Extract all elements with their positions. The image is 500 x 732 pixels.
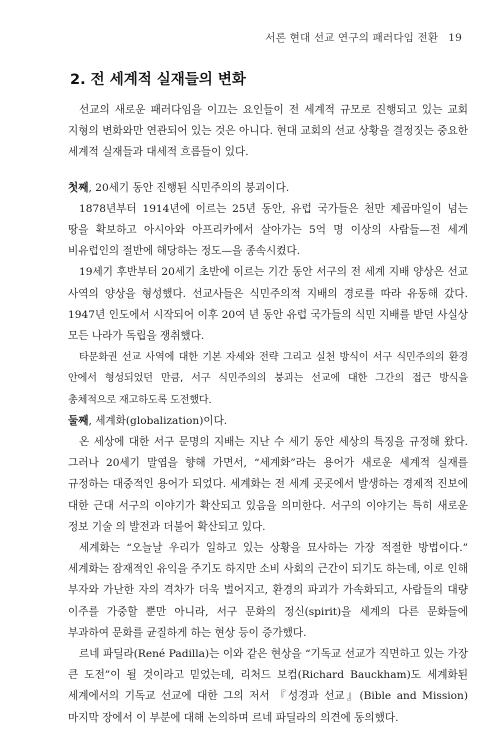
paragraph: 르네 파딜라(René Padilla)는 이와 같은 현상을 “기독교 선교가 직면하고 있는 가장 큰 도전”이 될 것이라고 믿었는데, 리처드 보컴(Richard Bauckham)도 세계화된 세계에서의 기독교 선교에 대한 그의 저서 『성경과 선교』(Bible and Mission) 마지막 장에서 이 부분에 대해 논의하며 르네 파딜라의 의견에 동의했다. xyxy=(68,648,468,724)
second-point-text: , 세계화(globalization)이다. xyxy=(88,414,228,427)
running-head-title: 서론 현대 선교 연구의 패러다임 전환 xyxy=(265,32,439,44)
body-text xyxy=(68,100,468,729)
page-number: 19 xyxy=(448,32,462,44)
second-point-heading xyxy=(68,411,468,432)
paragraph: 타문화권 선교 사역에 대한 기본 자세와 전략 그리고 실천 방식이 서구 식민주의의 환경 안에서 형성되었던 만큼, 서구 식민주의의 붕괴는 선교에 대한 그간의 접근 방식을 총체적으로 재고하도록 도전했다. xyxy=(68,352,468,406)
first-point-text: , 20세기 동안 진행된 식민주의의 붕괴이다. xyxy=(88,181,290,194)
running-head xyxy=(0,30,462,45)
paragraph: 1878년부터 1914년에 이르는 25년 동안, 유럽 국가들은 천만 제곱마일이 넘는 땅을 확보하고 아시아와 아프리카에서 살아가는 5억 명 이상의 사람들—전 세계 비유럽인의 절반에 해당하는 정도—을 종속시켰다. xyxy=(68,202,468,258)
second-point-lead: 둘째 xyxy=(68,414,89,427)
section-title: 2. 전 세계적 실재들의 변화 xyxy=(70,72,246,88)
paragraph: 온 세상에 대한 서구 문명의 지배는 지난 수 세기 동안 세상의 특징을 규정해 왔다. 그러나 20세기 말엽을 향해 가면서, “세계화”라는 용어가 새로운 세계적 실재를 규정하는 대중적인 용어가 되었다. 세계화는 전 세계 곳곳에서 발생하는 경제적 진보에 대한 근대 서구의 이야기가 확산되고 있음을 의미한다. 서구의 이야기는 특히 새로운 정보 기술 의 발전과 더불어 확산되고 있다. xyxy=(68,436,468,533)
intro-paragraph: 선교의 새로운 패러다임을 이끄는 요인들이 전 세계적 규모로 진행되고 있는 교회 지형의 변화와만 연관되어 있는 것은 아니다. 현대 교회의 선교 상황을 결정짓는 중요한 세계적 실재들과 대세적 흐름들이 있다. xyxy=(68,104,468,159)
first-point-heading xyxy=(68,178,468,199)
paragraph: 세계화는 “오늘날 우리가 일하고 있는 상황을 묘사하는 가장 적절한 방법이다.” 세계화는 잠재적인 유익을 주기도 하지만 소비 사회의 근간이 되기도 하는데, 이로 인해 부자와 가난한 자의 격차가 더욱 벌어지고, 환경의 파괴가 가속화되고, 사람들의 대량 이주를 가중할 뿐만 아니라, 서구 문화의 정신(spirit)을 세계의 다른 문화들에 부과하여 문화를 균질하게 하는 현상 등이 증가했다. xyxy=(68,542,468,639)
paragraph: 19세기 후반부터 20세기 초반에 이르는 기간 동안 서구의 전 세계 지배 양상은 선교 사역의 양상을 형성했다. 선교사들은 식민주의적 지배의 경로를 따라 유동해 갔다. 1947년 인도에서 시작되어 이후 20여 년 동안 유럽 국가들의 식민 지배를 받던 사실상 모든 나라가 독립을 쟁취했다. xyxy=(68,266,468,343)
first-point-lead: 첫째 xyxy=(68,181,89,194)
